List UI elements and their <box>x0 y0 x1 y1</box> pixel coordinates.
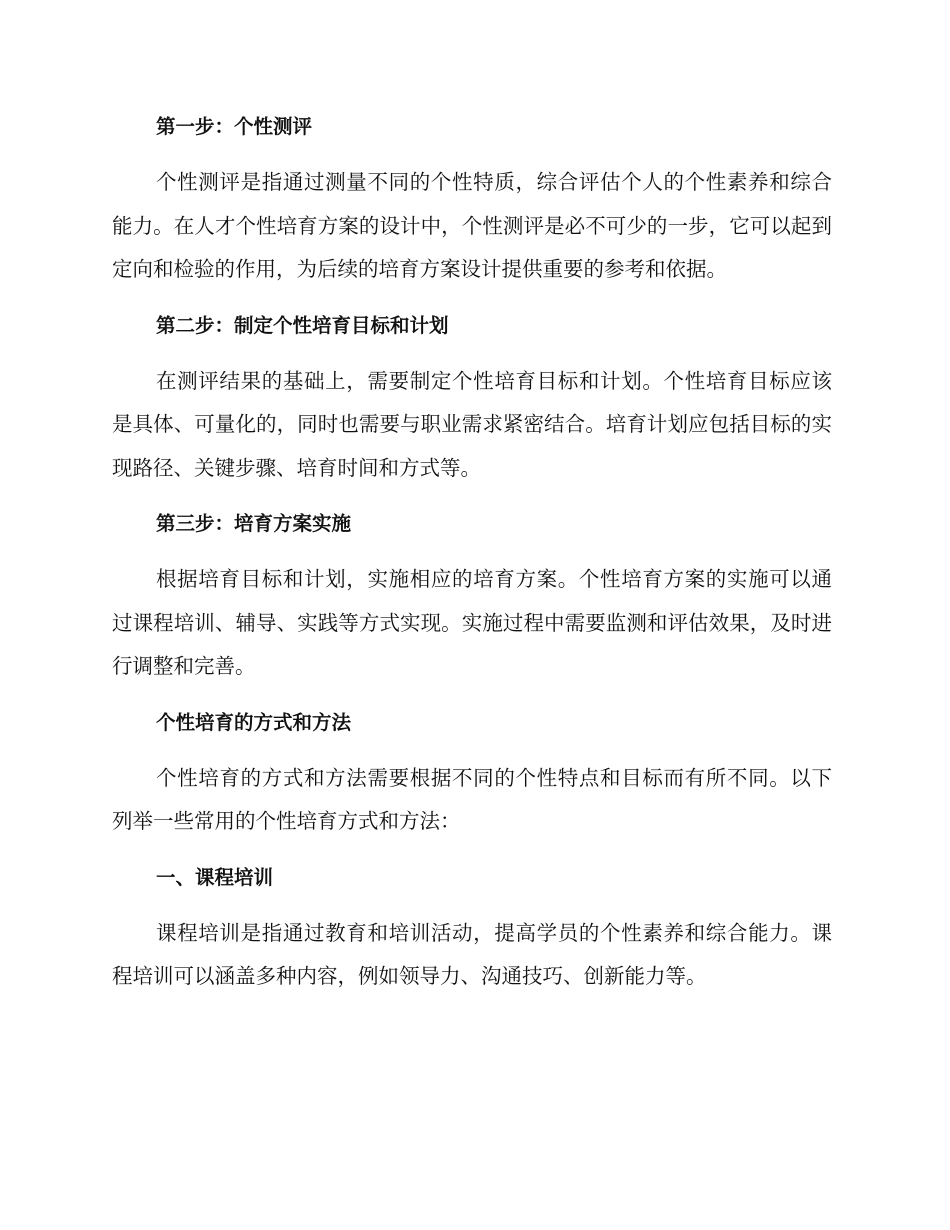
section-paragraph-methods: 个性培育的方式和方法需要根据不同的个性特点和目标而有所不同。以下列举一些常用的个性培育方式和方法： <box>112 765 832 833</box>
section-heading-methods: 个性培育的方式和方法 <box>156 710 352 734</box>
section-heading-step-1: 第一步：个性测评 <box>156 115 313 138</box>
section-paragraph-step-1: 个性测评是指通过测量不同的个性特质，综合评估个人的个性素养和综合能力。在人才个性培育方案的设计中，个性测评是必不可少的一步，它可以起到定向和检验的作用，为后续的培育方案设计提供重要的参考和依据。 <box>112 170 832 281</box>
section-heading-step-2: 第二步：制定个性培育目标和计划 <box>156 313 449 337</box>
section-heading-step-3: 第三步：培育方案实施 <box>156 512 352 535</box>
section-heading-course-training: 一、课程培训 <box>156 865 274 889</box>
section-paragraph-step-2: 在测评结果的基础上，需要制定个性培育目标和计划。个性培育目标应该是具体、可量化的，同时也需要与职业需求紧密结合。培育计划应包括目标的实现路径、关键步骤、培育时间和方式等。 <box>112 368 832 480</box>
document-body <box>112 107 832 999</box>
section-paragraph-course-training: 课程培训是指通过教育和培训活动，提高学员的个性素养和综合能力。课程培训可以涵盖多种内容，例如领导力、沟通技巧、创新能力等。 <box>112 920 832 988</box>
section-paragraph-step-3: 根据培育目标和计划，实施相应的培育方案。个性培育方案的实施可以通过课程培训、辅导、实践等方式实现。实施过程中需要监测和评估效果，及时进行调整和完善。 <box>112 567 832 678</box>
